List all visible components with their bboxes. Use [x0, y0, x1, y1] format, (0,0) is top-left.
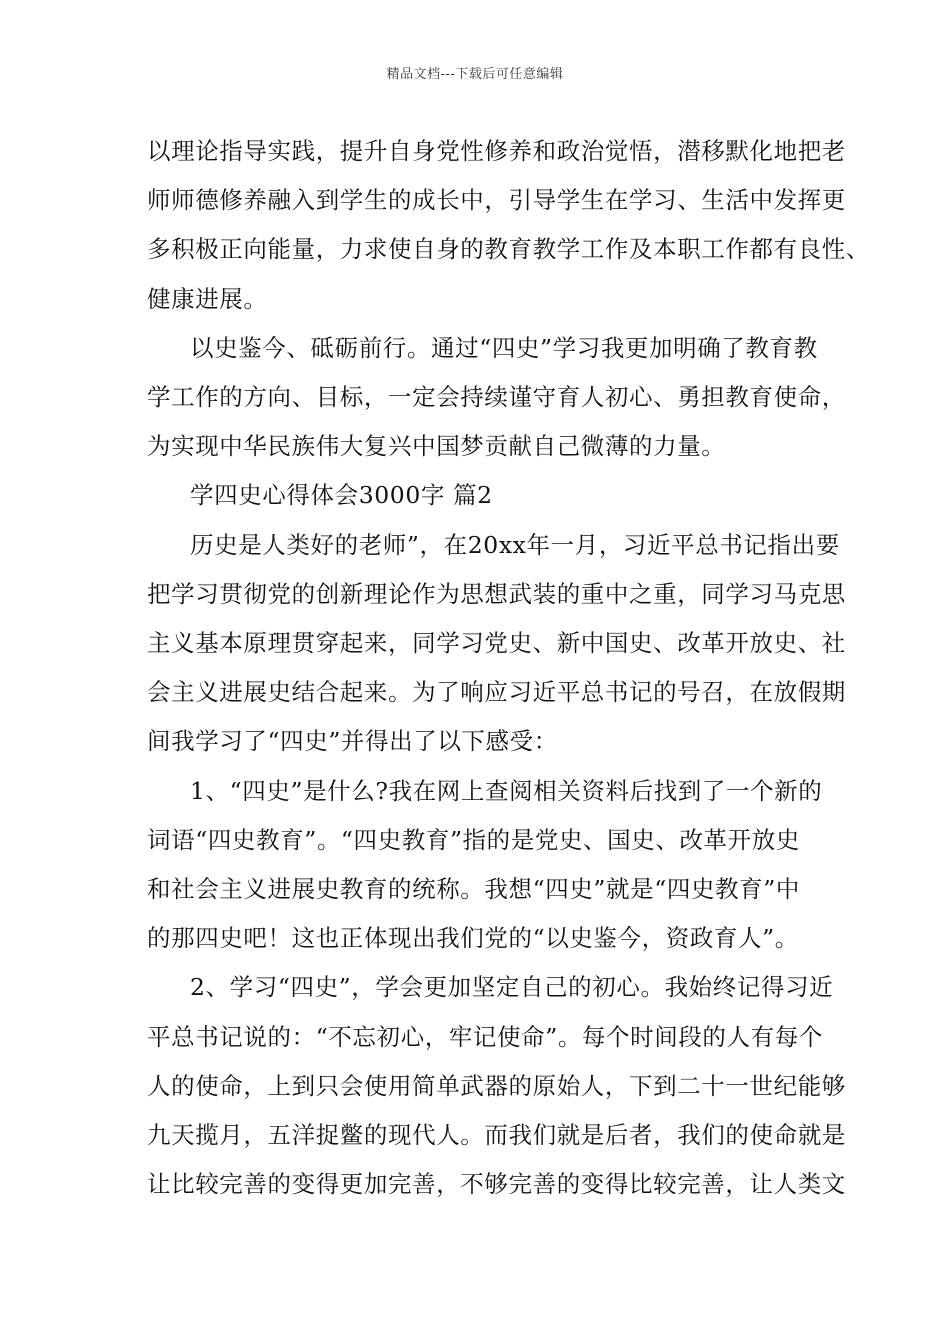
text-line: 的那四史吧！这也正体现出我们党的“以史鉴今，资政育人”。 [147, 924, 799, 953]
text-line: 主义基本原理贯穿起来，同学习党史、新中国史、改革开放史、社 [147, 629, 846, 657]
text-line: 以理论指导实践，提升自身党性修养和政治觉悟，潜移默化地把老 [147, 137, 846, 165]
text-line: 人的使命，上到只会使用简单武器的原始人，下到二十一世纪能够 [147, 1071, 846, 1100]
text-line: 历史是人类好的老师”，在20xx年一月，习近平总书记指出要 [190, 530, 840, 559]
text-line: 2、学习“四史”，学会更加坚定自己的初心。我始终记得习近 [190, 973, 834, 1002]
text-line: 平总书记说的：“不忘初心，牢记使命”。每个时间段的人有每个 [147, 1022, 823, 1051]
text-line: 多积极正向能量，力求使自身的教育教学工作及本职工作都有良性、 [147, 235, 870, 264]
text-line: 九天揽月，五洋捉鳖的现代人。而我们就是后者，我们的使命就是 [147, 1121, 846, 1149]
text-line: 会主义进展史结合起来。为了响应习近平总书记的号召，在放假期 [147, 678, 846, 707]
text-line: 健康进展。 [147, 284, 268, 313]
text-line: 1、“四史”是什么?我在网上查阅相关资料后找到了一个新的 [190, 776, 823, 805]
text-line: 学工作的方向、目标，一定会持续谨守育人初心、勇担教育使命， [147, 383, 846, 411]
text-line: 和社会主义进展史教育的统称。我想“四史”就是“四史教育”中 [147, 875, 800, 903]
page-header: 精品文档---下载后可任意编辑 [386, 67, 564, 82]
text-line: 学四史心得体会3000字 篇2 [190, 481, 493, 510]
text-line: 为实现中华民族伟大复兴中国梦贡献自己微薄的力量。 [147, 432, 726, 461]
text-line: 词语“四史教育”。“四史教育”指的是党史、国史、改革开放史 [147, 825, 800, 854]
text-line: 师师德修养融入到学生的成长中，引导学生在学习、生活中发挥更 [147, 186, 846, 215]
text-line: 把学习贯彻党的创新理论作为思想武装的重中之重，同学习马克思 [147, 579, 846, 608]
text-line: 间我学习了“四史”并得出了以下感受： [147, 727, 558, 756]
text-line: 以史鉴今、砥砺前行。通过“四史”学习我更加明确了教育教 [190, 333, 818, 362]
text-line: 让比较完善的变得更加完善，不够完善的变得比较完善，让人类文 [147, 1170, 846, 1199]
